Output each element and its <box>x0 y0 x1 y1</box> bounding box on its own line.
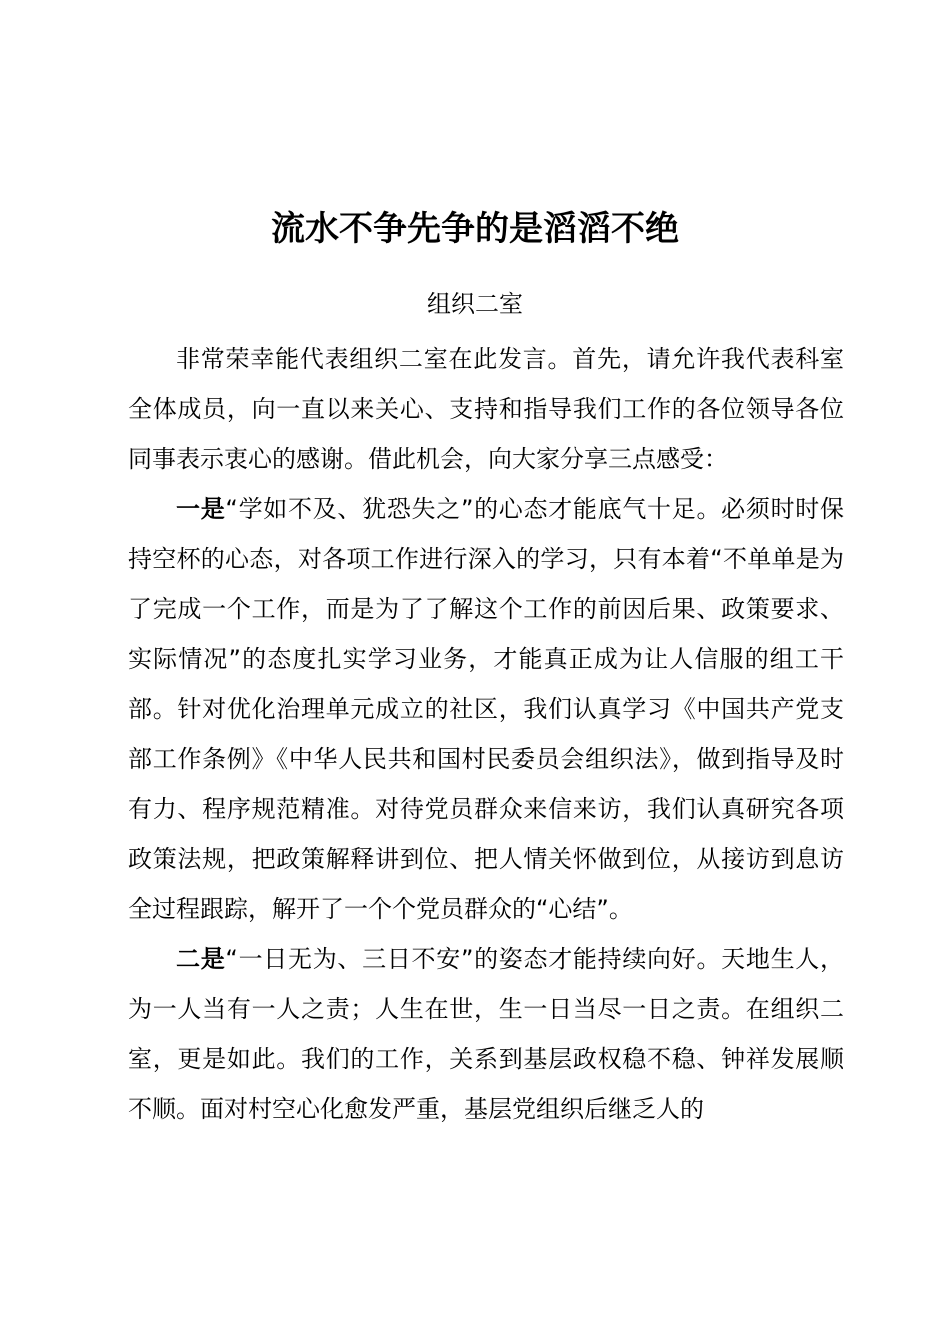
paragraph-point-two <box>128 934 844 1134</box>
document-title: 流水不争先争的是滔滔不绝 <box>271 209 679 249</box>
paragraph-text: “一日无为、三日不安”的姿态才能持续向好。天地生人，为一人当有一人之责；人生在世，生一日当尽一日之责。在组织二室，更是如此。我们的工作，关系到基层政权稳不稳、钟祥发展顺不顺。面对村空心化愈发严重，基层党组织后继乏人的 <box>128 945 844 1123</box>
paragraph-text: 非常荣幸能代表组织二室在此发言。首先，请允许我代表科室全体成员，向一直以来关心、支持和指导我们工作的各位领导各位同事表示衷心的感谢。借此机会，向大家分享三点感受： <box>128 345 844 473</box>
paragraph-point-one <box>128 484 844 934</box>
document-body <box>128 334 844 1134</box>
paragraph-intro <box>128 334 844 484</box>
paragraph-lead: 一是 <box>176 495 226 523</box>
paragraph-text: “学如不及、犹恐失之”的心态才能底气十足。必须时时保持空杯的心态，对各项工作进行深入的学习，只有本着“不单单是为了完成一个工作，而是为了了解这个工作的前因后果、政策要求、实际情况”的态度扎实学习业务，才能真正成为让人信服的组工干部。针对优化治理单元成立的社区，我们认真学习《中国共产党支部工作条例》《中华人民共和国村民委员会组织法》，做到指导及时有力、程序规范精准。对待党员群众来信来访，我们认真研究各项政策法规，把政策解释讲到位、把人情关怀做到位，从接访到息访全过程跟踪，解开了一个个党员群众的“心结”。 <box>128 495 844 923</box>
document-author: 组织二室 <box>427 290 523 318</box>
paragraph-lead: 二是 <box>176 945 226 973</box>
